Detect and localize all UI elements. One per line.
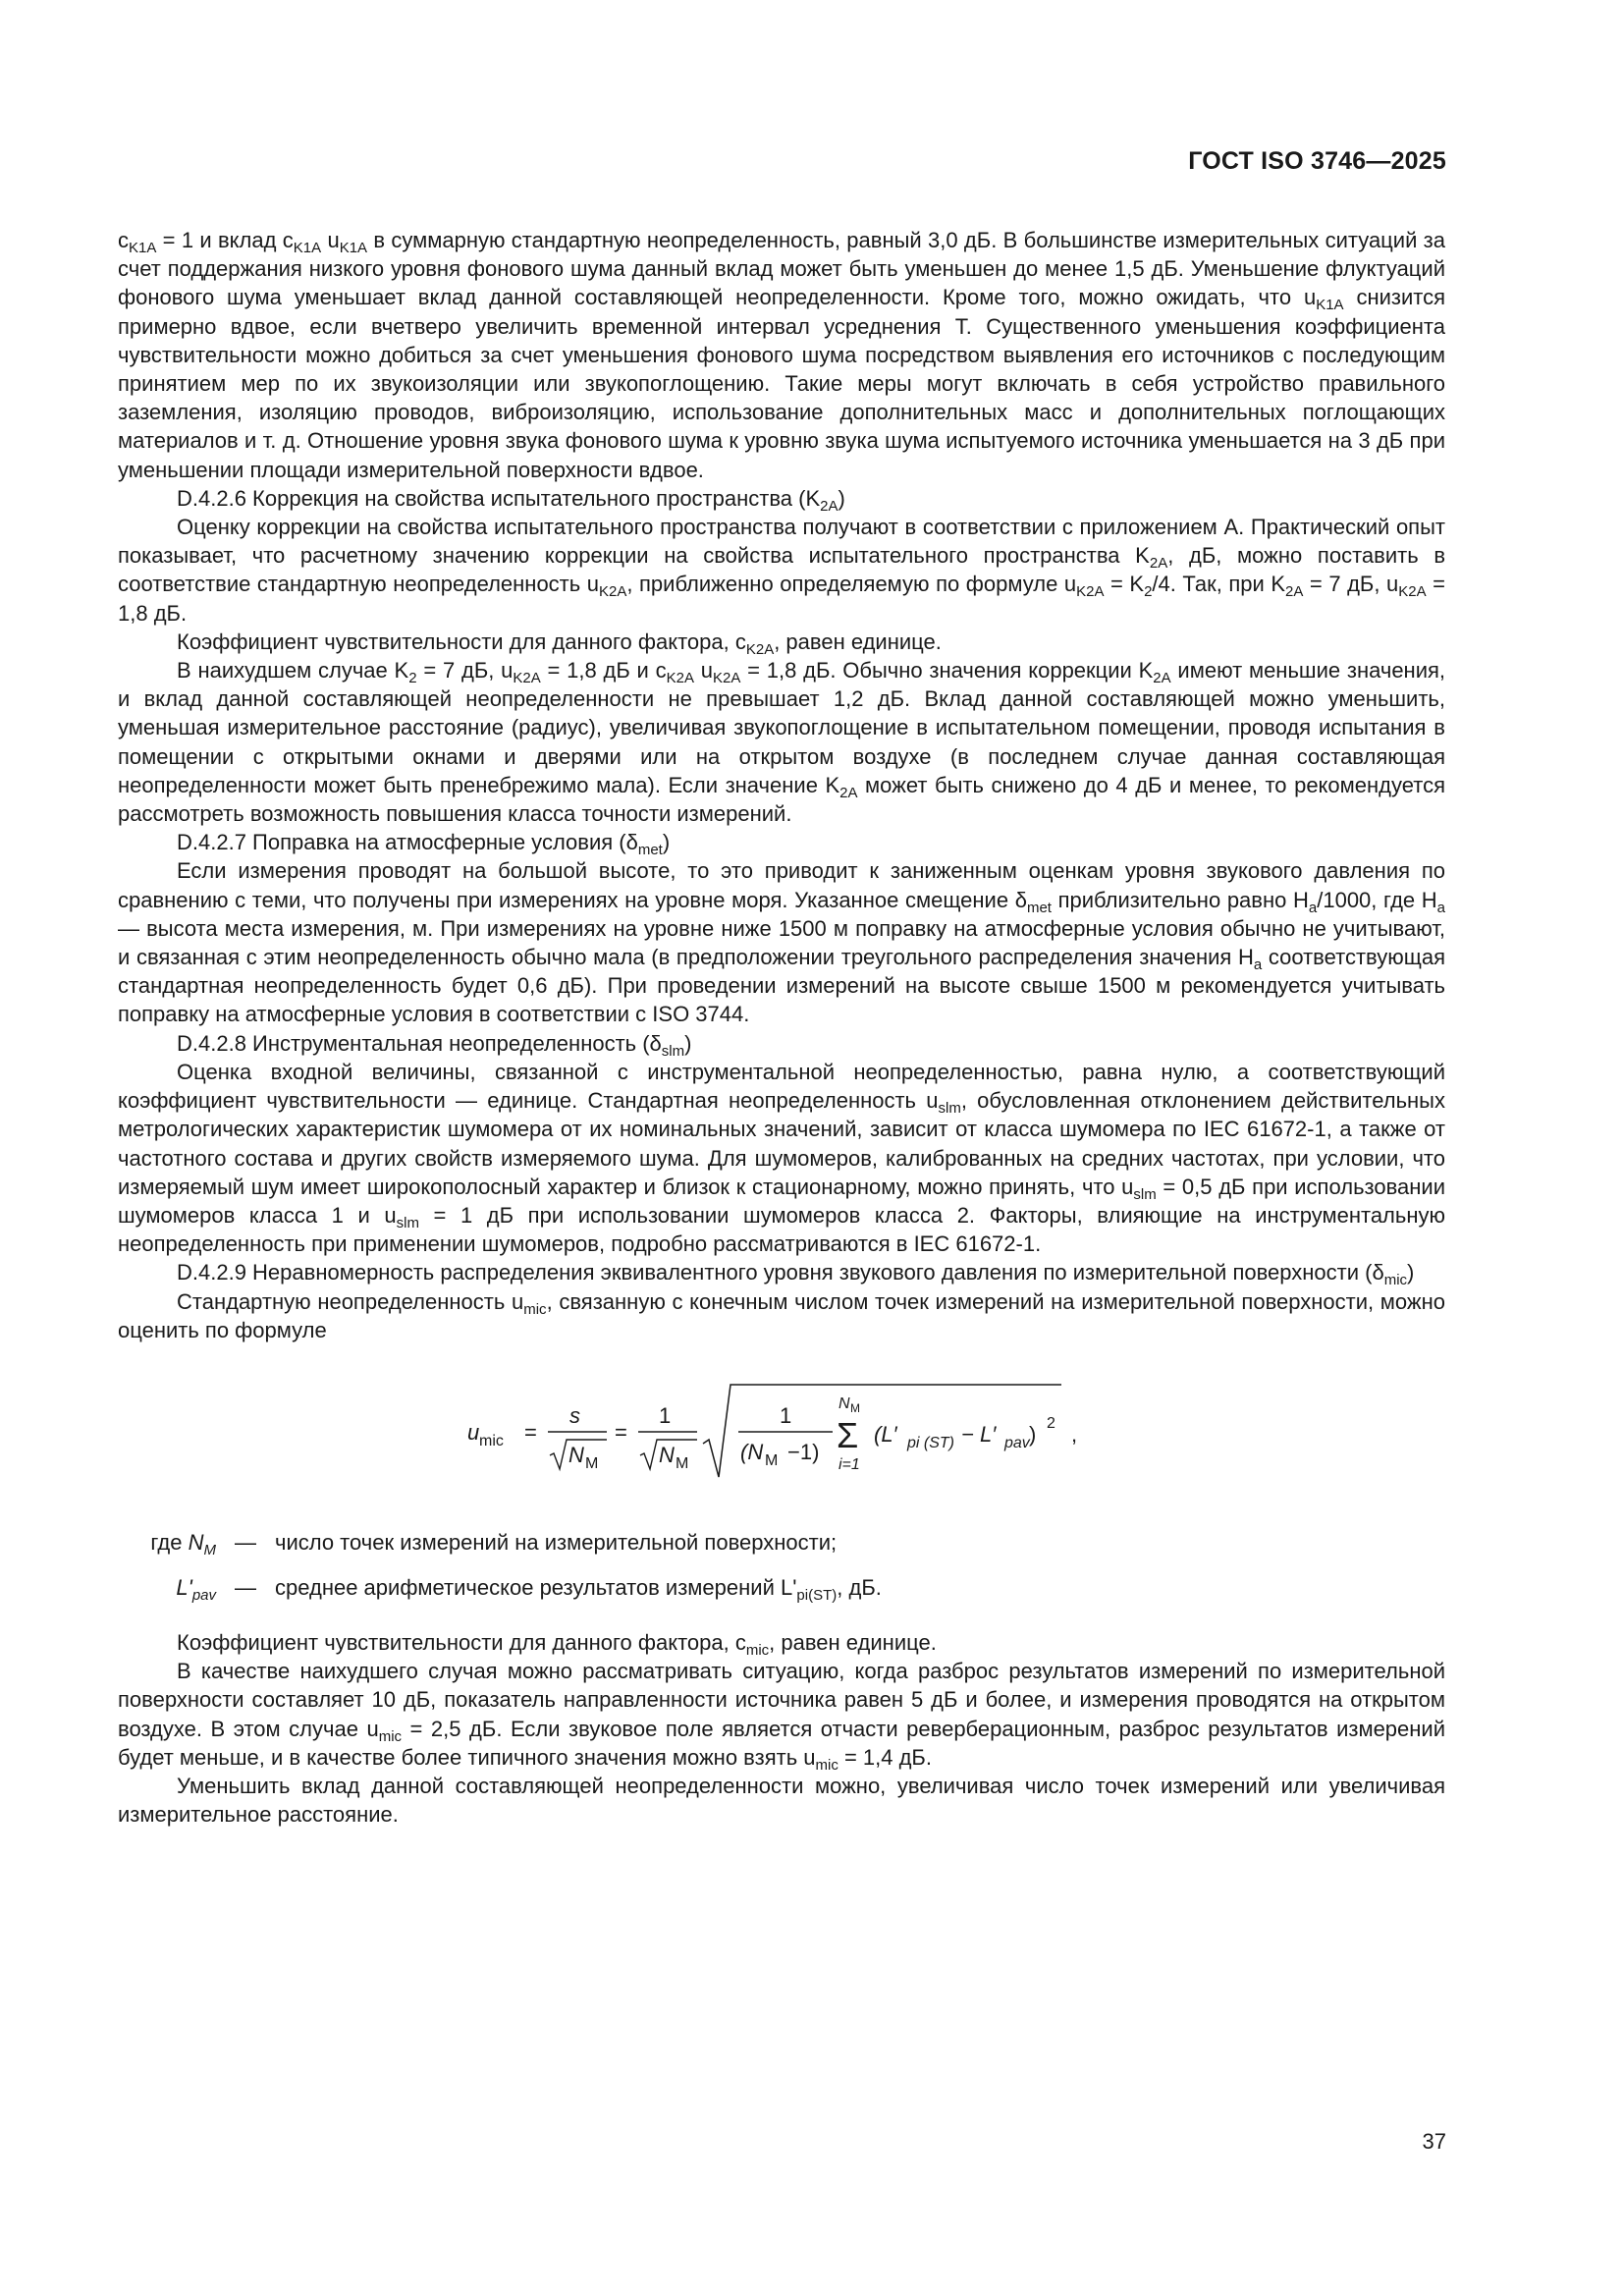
where-description: среднее арифметическое результатов измерений $L'_{pi(ST)}$, дБ. (275, 1574, 882, 1604)
formula-inner-num: 1 (780, 1402, 792, 1428)
paragraph-test-space: Оценку коррекции на свойства испытательного пространства получают в соответствии с приложением А. Практический опыт показывает, что расчетному значению коррекции на свойства испытательного пространства $K_{2A}$, дБ, можно поставить в соответствие стандартную неопределенность $u_{K2A}$, приближенно определяемую по формуле $u_{K2A} = K_2/4$. Так, при $K_{2A} = 7$ дБ, $u_{K2A} = 1,8$ дБ. (118, 515, 1446, 626)
where-row-lpav (118, 1573, 1445, 1618)
formula-lhs: u (467, 1419, 480, 1445)
page-number: 37 (1422, 2129, 1446, 2154)
paragraph-sensitivity-mic: Коэффициент чувствительности для данного фактора, $c_{mic}$, равен единице. (177, 1629, 937, 1659)
where-row-nm (118, 1528, 1445, 1573)
formula-sum-upper: N (839, 1394, 850, 1412)
document-id-header: ГОСТ ISO 3746—2025 (1188, 147, 1446, 175)
formula-frac1-num: s (569, 1402, 580, 1428)
where-dash: — (235, 1529, 256, 1555)
formula-frac2-den: N (659, 1442, 675, 1467)
paragraph-reduce-contribution: Уменьшить вклад данной составляющей неопределенности можно, увеличивая число точек измерений или увеличивая измерительное расстояние. (118, 1773, 1445, 1828)
paragraph-umic-intro: Стандартную неопределенность $u_{mic}$, связанную с конечным числом точек измерений на измерительной поверхности, можно оценить по формуле (118, 1288, 1445, 1342)
formula-lhs-sub: mic (479, 1432, 504, 1449)
section-heading-d426: D.4.2.6 Коррекция на свойства испытательного пространства $(K_{2A})$ (177, 485, 845, 515)
where-symbol: где $N_M$ (150, 1529, 216, 1558)
formula-inner-den: (N (740, 1439, 764, 1464)
formula-sum-symbol: Σ (837, 1414, 859, 1455)
where-description: число точек измерений на измерительной поверхности; (275, 1529, 838, 1555)
formula-frac1-den: N (568, 1442, 584, 1467)
paragraph-worst-case-k2: В наихудшем случае $K_2 = 7$ дБ, $u_{K2A} = 1,8$ дБ и $c_{K2A}$ $u_{K2A} = 1,8$ дБ. Обычно значения коррекции $K_{2A}$ имеют меньшие значения, и вклад данной составляющей неопределенности не превышает 1,2 дБ. Вклад данной составляющей можно уменьшить, уменьшая измерительное расстояние (радиус), увеличивая звукопоглощение в испытательном помещении, проводя испытания в помещении с открытыми окнами и дверями или на открытом воздухе (в последнем случае данная составляющая неопределенности может быть пренебрежимо мала). Если значение $K_{2A}$ может быть снижено до 4 дБ и менее, то рекомендуется рассмотреть возможность повышения класса точности измерений. (118, 658, 1446, 827)
where-symbol: $L'_{pav}$ (176, 1574, 216, 1604)
formula-term-exp: 2 (1047, 1414, 1055, 1432)
formula-term-close: ) (1029, 1421, 1037, 1447)
umic-formula (118, 1379, 1445, 1491)
formula-sum-upper-sub: M (850, 1400, 860, 1415)
formula-inner-den-tail: −1) (787, 1439, 820, 1464)
formula-graphic (467, 1379, 1096, 1487)
formula-inner-den-sub: M (765, 1451, 779, 1469)
paragraph-sensitivity-k2a: Коэффициент чувствительности для данного фактора, $c_{K2A}$, равен единице. (177, 629, 942, 658)
formula-frac1-den-sub: M (585, 1454, 599, 1472)
section-heading-d429: D.4.2.9 Неравномерность распределения эквивалентного уровня звукового давления по измерительной поверхности $(\delta_{mic})$ (177, 1260, 1415, 1289)
section-heading-d428: D.4.2.8 Инструментальная неопределенность $(\delta_{slm})$ (177, 1030, 692, 1060)
paragraph-worst-case-mic: В качестве наихудшего случая можно рассматривать ситуацию, когда разброс результатов измерений по измерительной поверхности составляет 10 дБ, показатель направленности источника равен 5 дБ и более, и измерения проводятся на открытом воздухе. В этом случае $u_{mic} = 2,5$ дБ. Если звуковое поле является отчасти реверберационным, разброс результатов измерений будет меньше, и в качестве более типичного значения можно взять $u_{mic} = 1,4$ дБ. (118, 1659, 1446, 1774)
formula-equals-2: = (615, 1419, 627, 1445)
paragraph-atmospheric: Если измерения проводят на большой высоте, то это приводит к заниженным оценкам уровня звукового давления по сравнению с теми, что получены при измерениях на уровне моря. Указанное смещение $\delta_{met}$ приблизительно равно $H_a/1000$, где $H_a$ — высота места измерения, м. При измерениях на уровне ниже 1500 м поправку на атмосферные условия обычно не учитывают, и связанная с этим неопределенность обычно мала (в предположении треугольного распределения значения $H_a$ соответствующая стандартная неопределенность будет 0,6 дБ). При проведении измерений на высоте свыше 1500 м рекомендуется учитывать поправку на атмосферные условия в соответствии с ISO 3744. (118, 858, 1446, 1027)
formula-term-sub: pi (ST) (907, 1434, 954, 1451)
paragraph-instrument: Оценка входной величины, связанной с инструментальной неопределенностью, равна нулю, а соответствующий коэффициент чувствительности — единице. Стандартная неопределенность $u_{slm}$, обусловленная отклонением действительных метрологических характеристик шумомера от их номинальных значений, зависит от класса шумомера по IEC 61672-1, а также от частотного состава и других свойств измеряемого шума. Для шумомеров, калиброванных на средних частотах, при условии, что измеряемый шум имеет широкополосный характер и близок к стационарному, можно принять, что $u_{slm} = 0,5$ дБ при использовании шумомеров класса 1 и $u_{slm} = 1$ дБ при использовании шумомеров класса 2. Факторы, влияющие на инструментальную неопределенность при применении шумомеров, подробно рассматриваются в IEC 61672-1. (118, 1059, 1446, 1257)
formula-term-sub2: pav (1004, 1434, 1030, 1451)
formula-term-mid: − L′ (961, 1421, 997, 1447)
formula-sum-lower: i=1 (839, 1455, 860, 1473)
where-dash: — (235, 1574, 256, 1600)
formula-term-open: (L′ (874, 1421, 897, 1447)
formula-frac2-den-sub: M (676, 1454, 689, 1472)
formula-equals-1: = (524, 1419, 537, 1445)
page-body (118, 226, 1445, 1829)
formula-trailing-comma: , (1071, 1421, 1078, 1447)
section-heading-d427: D.4.2.7 Поправка на атмосферные условия $(\delta_{met})$ (177, 830, 671, 859)
paragraph-background-noise: $c_{K1A} = 1$ и вклад $c_{K1A}$ $u_{K1A}$ в суммарную стандартную неопределенность, равный 3,0 дБ. В большинстве измерительных ситуаций за счет поддержания низкого уровня фонового шума данный вклад может быть уменьшен до менее 1,5 дБ. Уменьшение флуктуаций фонового шума уменьшает вклад данной составляющей неопределенности. Кроме того, можно ожидать, что $u_{K1A}$ снизится примерно вдвое, если вчетверо увеличить временной интервал усреднения T. Существенного уменьшения коэффициента чувствительности можно добиться за счет уменьшения фонового шума посредством выявления его источников с последующим принятием мер по их звукоизоляции или звукопоглощению. Такие меры могут включать в себя устройство правильного заземления, изоляцию проводов, виброизоляцию, использование дополнительных масс и дополнительных поглощающих материалов и т. д. Отношение уровня звука фонового шума к уровню звука шума испытуемого источника уменьшается на 3 дБ при уменьшении площади измерительной поверхности вдвое. (118, 228, 1446, 482)
formula-frac2-num: 1 (659, 1402, 672, 1428)
where-list (118, 1528, 1445, 1618)
